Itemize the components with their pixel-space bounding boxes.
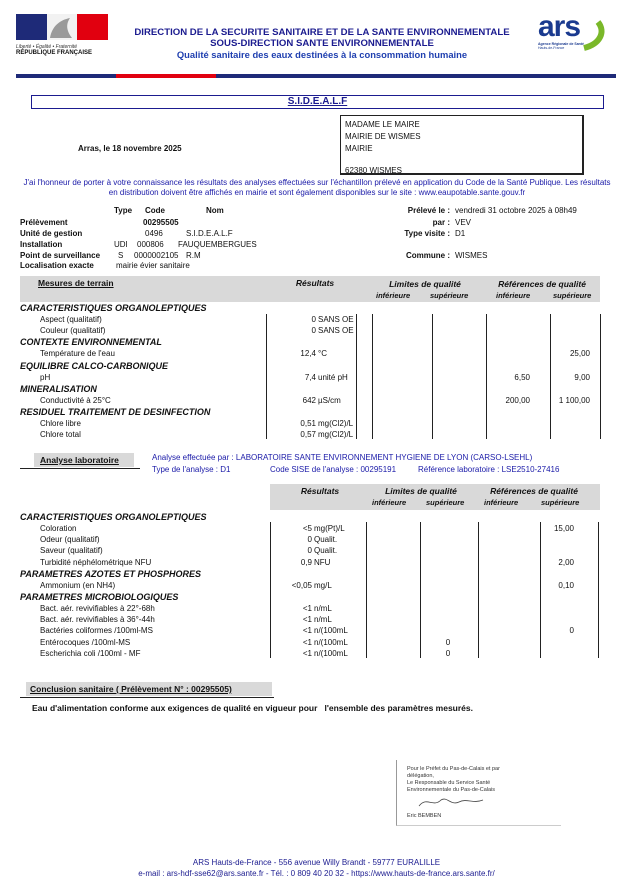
column-divider [266, 314, 267, 439]
unite-label: Unité de gestion [20, 229, 83, 238]
result-value: <1 [302, 648, 312, 658]
conclusion-text: Eau d'alimentation conforme aux exigences de qualité en vigueur pour l'ensemble des paramètres mesurés. [32, 703, 473, 713]
localisation-value: mairie évier sanitaire [116, 261, 190, 270]
column-divider [478, 522, 479, 658]
column-divider [540, 522, 541, 658]
address-line: MADAME LE MAIRE [345, 120, 420, 129]
point-type: S [118, 251, 124, 260]
labo-underline [20, 468, 140, 469]
result-unit: n/(100mL [314, 626, 348, 636]
result-value: 12,4 [300, 349, 316, 359]
param-name: Température de l'eau [40, 349, 115, 359]
footer-line1: ARS Hauts-de-France - 556 avenue Willy Brandt - 59777 EURALILLE [192, 858, 441, 867]
conclusion-underline [20, 697, 274, 698]
installation-label: Installation [20, 240, 63, 249]
labo-col-resultats: Résultats [300, 486, 340, 496]
terrain-col-lim-inf: inférieure [376, 291, 411, 300]
marianne-flag-icon [16, 14, 108, 40]
ref-sup: 2,00 [558, 557, 574, 567]
intro-text: J'ai l'honneur de porter à votre connaissance les résultats des analyses effectuées sur l'échantillon prélevé en application du Code de la Santé Publique. Les résultats en distribution doivent être affichés en mairie et sont également disponibles sur le site : www.eaupotable.sante.gouv.fr [23, 178, 611, 197]
col-code-header: Code [145, 206, 165, 215]
conclusion-title: Conclusion sanitaire ( Prélèvement N° : 00295505) [30, 684, 232, 694]
column-divider [486, 314, 487, 439]
ars-logo-text: ars [538, 10, 581, 43]
labo-col-references: Références de qualité [490, 486, 578, 496]
prelevement-label: Prélèvement [20, 218, 68, 227]
ref-inf: 200,00 [505, 395, 530, 405]
result-unit: °C [318, 349, 327, 359]
type-visite-value: D1 [455, 229, 466, 238]
labo-code-sise: Code SISE de l'analyse : 00295191 [270, 465, 397, 474]
param-name: Coloration [40, 524, 77, 533]
signature-line4: Environnementale du Pas-de-Calais [407, 787, 496, 793]
ref-sup: 15,00 [553, 524, 574, 533]
installation-code: 000806 [137, 240, 164, 249]
param-name: Bactéries coliformes /100ml-MS [40, 626, 153, 636]
column-divider [270, 522, 271, 658]
ars-swoosh-icon [580, 18, 608, 52]
labo-col-lim-sup: supérieure [426, 498, 465, 507]
section-title: EQUILIBRE CALCO-CARBONIQUE [20, 360, 168, 371]
result-unit: n/mL [314, 604, 332, 613]
date-line: Arras, le 18 novembre 2025 [78, 144, 182, 153]
result-unit: mg/L [314, 580, 332, 590]
address-line [345, 155, 578, 165]
ars-logo [538, 12, 608, 60]
header-title-line2: SOUS-DIRECTION SANTE ENVIRONNEMENTALE [210, 38, 434, 49]
commune-label: Commune : [406, 251, 450, 260]
labo-col-ref-sup: supérieure [541, 498, 580, 507]
labo-col-limites: Limites de qualité [385, 486, 457, 496]
result-value: 0 [307, 535, 312, 545]
param-name: Entérocoques /100ml-MS [40, 637, 131, 647]
signature-name: Eric BEMBEN [407, 813, 442, 819]
banner-text: S.I.D.E.A.L.F [287, 96, 348, 107]
republique-text: RÉPUBLIQUE FRANÇAISE [16, 50, 93, 56]
header-title [112, 27, 532, 60]
result-unit: mg(Pt)/L [314, 524, 345, 533]
column-divider [356, 314, 357, 439]
terrain-col-resultats: Résultats [295, 278, 335, 288]
result-value: <0,05 [291, 580, 312, 590]
labo-line1: Analyse effectuée par : LABORATOIRE SANTE ENVIRONNEMENT HYGIENE DE LYON (CARSO-LSEHL) [152, 453, 533, 462]
param-name: Turbidité néphélométrique NFU [40, 557, 152, 567]
result-unit: NFU [314, 557, 331, 567]
section-title: CARACTERISTIQUES ORGANOLEPTIQUES [20, 303, 207, 313]
section-title: PARAMETRES MICROBIOLOGIQUES [20, 592, 179, 602]
result-unit: SANS OE [318, 326, 354, 336]
labo-type-analyse: Type de l'analyse : D1 [152, 465, 231, 474]
header-strip [16, 74, 616, 78]
result-value: 7,4 [304, 372, 316, 382]
labo-title: Analyse laboratoire [40, 455, 119, 465]
footer-line2: e-mail : ars-hdf-sse62@ars.sante.fr - Tél. : 0 809 40 20 32 - https://www.hauts-de-france.ars.sante.fr/ [138, 869, 495, 878]
signature-scribble-icon [417, 794, 487, 810]
terrain-title: Mesures de terrain [38, 278, 114, 288]
result-value: 0,9 [300, 557, 312, 567]
section-title: RESIDUEL TRAITEMENT DE DESINFECTION [20, 407, 211, 417]
banner [31, 95, 604, 109]
param-name: Saveur (qualitatif) [40, 546, 103, 556]
column-divider [432, 314, 433, 439]
section-title: MINERALISATION [20, 383, 97, 394]
column-divider [372, 314, 373, 439]
result-value: <5 [302, 524, 312, 533]
installation-nom: FAUQUEMBERGUES [178, 240, 257, 249]
terrain-col-limites: Limites de qualité [389, 279, 461, 289]
address-line: MAIRIE [345, 144, 373, 153]
section-title: CONTEXTE ENVIRONNEMENTAL [20, 337, 162, 348]
address-box [340, 115, 584, 175]
header-title-line1: DIRECTION DE LA SECURITE SANITAIRE ET DE LA SANTE ENVIRONNEMENTALE [134, 27, 510, 38]
column-divider [598, 522, 599, 658]
ref-sup: 25,00 [569, 349, 590, 359]
prelevement-value: 00295505 [143, 218, 179, 227]
ref-sup: 1 100,00 [558, 395, 590, 405]
address-line: 62380 WISMES [345, 166, 402, 175]
result-unit: mg(Cl2)/L [318, 419, 354, 428]
param-name: Aspect (qualitatif) [40, 315, 102, 324]
result-unit: Qualit. [314, 535, 338, 545]
ref-sup: 9,00 [574, 372, 590, 382]
signature-line2: délégation, [407, 773, 434, 779]
unite-code: 0496 [145, 229, 163, 238]
motto: Liberté • Égalité • Fraternité [16, 44, 78, 50]
result-unit: mg(Cl2)/L [318, 430, 354, 440]
result-unit: SANS OE [318, 315, 354, 324]
param-name: Conductivité à 25°C [40, 395, 111, 405]
installation-type: UDI [114, 240, 128, 249]
ars-sub1: Agence Régionale de Santé [538, 42, 584, 46]
result-value: 0,51 [300, 419, 316, 428]
preleve-le-label: Prélevé le : [407, 206, 450, 215]
col-type-header: Type [114, 206, 133, 215]
ref-sup: 0 [569, 626, 574, 636]
point-code: 0000002105 [134, 251, 179, 260]
labo-col-ref-inf: inférieure [484, 498, 519, 507]
republique-logo [16, 14, 108, 64]
param-name: Ammonium (en NH4) [40, 580, 116, 590]
terrain-col-ref-inf: inférieure [496, 291, 531, 300]
point-nom: R.M [186, 251, 201, 260]
signature-line1: Pour le Préfet du Pas-de-Calais et par [407, 766, 500, 772]
param-name: Odeur (qualitatif) [40, 535, 100, 545]
footer [0, 857, 633, 879]
param-name: Bact. aér. revivifiables à 36°-44h [40, 615, 155, 625]
signature-line3: Le Responsable du Service Santé [407, 780, 491, 786]
result-value: <1 [302, 637, 312, 647]
par-label: par : [432, 218, 450, 227]
result-value: 0 [307, 546, 312, 556]
unite-nom: S.I.D.E.A.L.F [186, 229, 233, 238]
localisation-label: Localisation exacte [20, 261, 94, 270]
result-unit: Qualit. [314, 546, 338, 556]
labo-title-box [34, 453, 134, 467]
result-value: 0,57 [300, 430, 316, 440]
signature-block [396, 760, 561, 826]
header-title-line3: Qualité sanitaire des eaux destinées à la consommation humaine [176, 49, 468, 60]
column-divider [366, 522, 367, 658]
limit-sup: 0 [445, 637, 451, 647]
param-name: Chlore libre [40, 419, 81, 428]
terrain-col-references: Références de qualité [498, 279, 586, 289]
preleve-le-value: vendredi 31 octobre 2025 à 08h49 [455, 206, 577, 215]
address-line: MAIRIE DE WISMES [345, 132, 421, 141]
labo-ref: Référence laboratoire : LSE2510-27416 [418, 465, 560, 474]
result-unit: n/mL [314, 615, 332, 625]
result-value: 0 [311, 315, 316, 324]
column-divider [420, 522, 421, 658]
result-unit: unité pH [318, 372, 348, 382]
result-value: <1 [302, 615, 312, 625]
result-unit: n/(100mL [314, 637, 348, 647]
result-unit: µS/cm [318, 395, 341, 405]
ref-sup: 0,10 [558, 580, 574, 590]
result-value: 642 [302, 395, 316, 405]
ars-sub2: Hauts-de-France [538, 46, 565, 50]
point-label: Point de surveillance [20, 251, 101, 260]
result-unit: n/(100mL [314, 648, 348, 658]
labo-col-lim-inf: inférieure [372, 498, 407, 507]
conclusion-title-box [26, 682, 272, 696]
par-value: VEV [455, 218, 472, 227]
column-divider [600, 314, 601, 439]
result-value: 0 [311, 326, 316, 336]
limit-sup: 0 [445, 648, 451, 658]
terrain-col-lim-sup: supérieure [430, 291, 469, 300]
commune-value: WISMES [455, 251, 488, 260]
param-name: Chlore total [40, 430, 81, 440]
param-name: Couleur (qualitatif) [40, 326, 106, 336]
param-name: pH [40, 372, 51, 382]
column-divider [550, 314, 551, 439]
result-value: <1 [302, 626, 312, 636]
terrain-col-ref-sup: supérieure [553, 291, 592, 300]
param-name: Bact. aér. revivifiables à 22°-68h [40, 604, 155, 613]
result-value: <1 [302, 604, 312, 613]
ref-inf: 6,50 [514, 372, 530, 382]
type-visite-label: Type visite : [404, 229, 450, 238]
param-name: Escherichia coli /100ml - MF [40, 648, 141, 658]
section-title: PARAMETRES AZOTES ET PHOSPHORES [20, 568, 202, 579]
section-title: CARACTERISTIQUES ORGANOLEPTIQUES [20, 512, 207, 522]
col-nom-header: Nom [206, 206, 224, 215]
